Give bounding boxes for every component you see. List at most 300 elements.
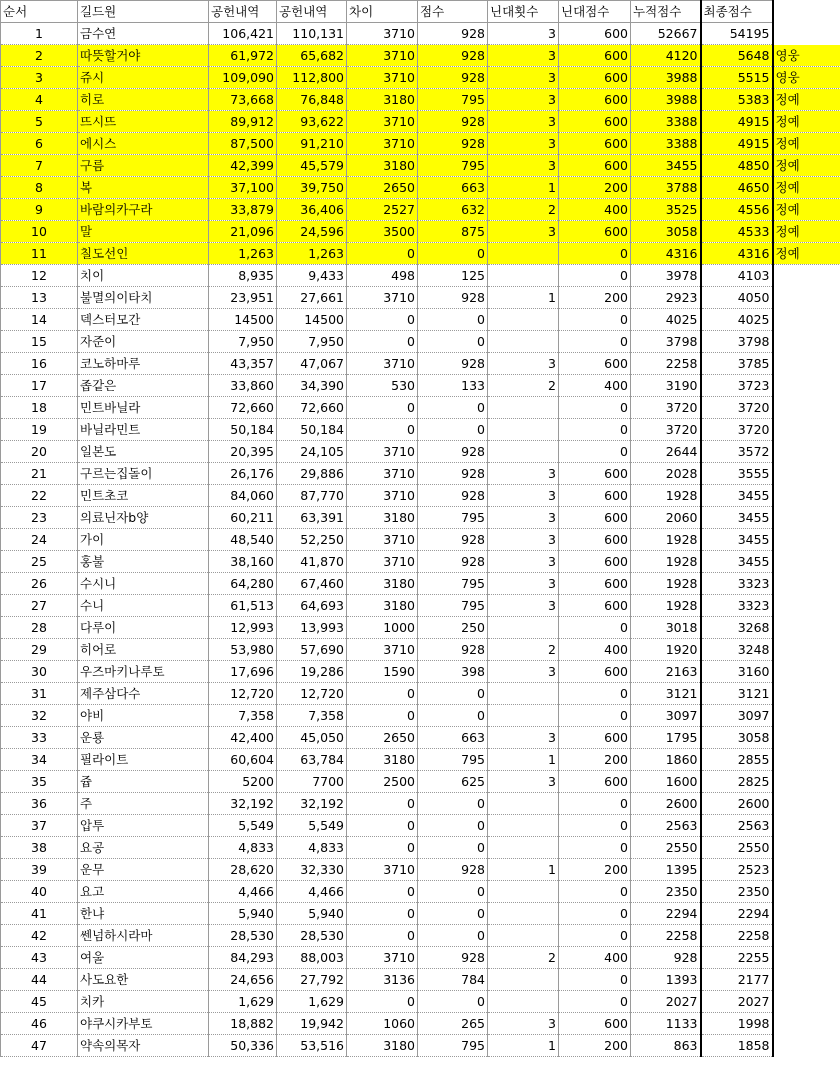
cell-raid-score[interactable]: 600 — [559, 23, 631, 45]
cell-contribution-before[interactable]: 20,395 — [209, 441, 277, 463]
cell-contribution-after[interactable]: 63,784 — [277, 749, 347, 771]
cell-note[interactable] — [773, 287, 840, 309]
cell-cumulative-score[interactable]: 4025 — [631, 309, 701, 331]
cell-raid-score[interactable]: 600 — [559, 353, 631, 375]
cell-order[interactable]: 18 — [1, 397, 78, 419]
cell-final-score[interactable]: 1858 — [701, 1035, 773, 1057]
cell-note[interactable] — [773, 551, 840, 573]
cell-raid-count[interactable]: 3 — [488, 89, 559, 111]
cell-raid-count[interactable] — [488, 243, 559, 265]
cell-final-score[interactable]: 3160 — [701, 661, 773, 683]
cell-difference[interactable]: 3710 — [347, 111, 418, 133]
cell-contribution-after[interactable]: 52,250 — [277, 529, 347, 551]
cell-raid-count[interactable] — [488, 991, 559, 1013]
cell-raid-score[interactable]: 600 — [559, 551, 631, 573]
cell-raid-count[interactable] — [488, 419, 559, 441]
cell-final-score[interactable]: 2600 — [701, 793, 773, 815]
cell-member[interactable]: 약속의목자 — [78, 1035, 209, 1057]
cell-final-score[interactable]: 3572 — [701, 441, 773, 463]
cell-order[interactable]: 22 — [1, 485, 78, 507]
cell-order[interactable]: 38 — [1, 837, 78, 859]
cell-difference[interactable]: 3136 — [347, 969, 418, 991]
cell-final-score[interactable]: 3455 — [701, 485, 773, 507]
cell-raid-count[interactable]: 3 — [488, 1013, 559, 1035]
cell-difference[interactable]: 1590 — [347, 661, 418, 683]
cell-final-score[interactable]: 2825 — [701, 771, 773, 793]
cell-final-score[interactable]: 1998 — [701, 1013, 773, 1035]
cell-raid-count[interactable]: 3 — [488, 551, 559, 573]
cell-contribution-before[interactable]: 4,833 — [209, 837, 277, 859]
cell-score[interactable]: 0 — [418, 705, 488, 727]
cell-member[interactable]: 수시니 — [78, 573, 209, 595]
cell-order[interactable]: 33 — [1, 727, 78, 749]
cell-note[interactable] — [773, 573, 840, 595]
cell-contribution-after[interactable]: 65,682 — [277, 45, 347, 67]
cell-contribution-before[interactable]: 53,980 — [209, 639, 277, 661]
cell-member[interactable]: 사도요한 — [78, 969, 209, 991]
cell-raid-score[interactable]: 0 — [559, 925, 631, 947]
cell-final-score[interactable]: 3720 — [701, 419, 773, 441]
cell-contribution-before[interactable]: 14500 — [209, 309, 277, 331]
cell-score[interactable]: 0 — [418, 903, 488, 925]
cell-raid-score[interactable]: 600 — [559, 133, 631, 155]
cell-cumulative-score[interactable]: 1928 — [631, 595, 701, 617]
cell-raid-count[interactable]: 1 — [488, 749, 559, 771]
cell-member[interactable]: 구르는집돌이 — [78, 463, 209, 485]
cell-score[interactable]: 0 — [418, 331, 488, 353]
cell-order[interactable]: 23 — [1, 507, 78, 529]
cell-member[interactable]: 야쿠시카부토 — [78, 1013, 209, 1035]
cell-order[interactable]: 24 — [1, 529, 78, 551]
cell-difference[interactable]: 0 — [347, 683, 418, 705]
cell-note[interactable] — [773, 419, 840, 441]
header-cell-contribution-before[interactable]: 공헌내역 — [209, 1, 277, 23]
cell-contribution-before[interactable]: 61,972 — [209, 45, 277, 67]
cell-note[interactable] — [773, 793, 840, 815]
cell-score[interactable]: 795 — [418, 749, 488, 771]
cell-score[interactable]: 928 — [418, 485, 488, 507]
cell-contribution-before[interactable]: 60,211 — [209, 507, 277, 529]
cell-order[interactable]: 36 — [1, 793, 78, 815]
cell-contribution-before[interactable]: 4,466 — [209, 881, 277, 903]
cell-cumulative-score[interactable]: 3388 — [631, 133, 701, 155]
cell-raid-count[interactable]: 3 — [488, 463, 559, 485]
cell-note[interactable] — [773, 815, 840, 837]
cell-note[interactable] — [773, 727, 840, 749]
cell-note[interactable] — [773, 925, 840, 947]
cell-raid-score[interactable]: 0 — [559, 331, 631, 353]
cell-contribution-before[interactable]: 23,951 — [209, 287, 277, 309]
cell-cumulative-score[interactable]: 2060 — [631, 507, 701, 529]
cell-score[interactable]: 398 — [418, 661, 488, 683]
cell-order[interactable]: 41 — [1, 903, 78, 925]
cell-difference[interactable]: 3710 — [347, 639, 418, 661]
cell-order[interactable]: 5 — [1, 111, 78, 133]
cell-cumulative-score[interactable]: 3788 — [631, 177, 701, 199]
cell-note[interactable] — [773, 991, 840, 1013]
cell-contribution-before[interactable]: 64,280 — [209, 573, 277, 595]
cell-score[interactable]: 0 — [418, 881, 488, 903]
cell-cumulative-score[interactable]: 3798 — [631, 331, 701, 353]
header-cell-member[interactable]: 길드원 — [78, 1, 209, 23]
cell-contribution-after[interactable]: 91,210 — [277, 133, 347, 155]
cell-contribution-before[interactable]: 61,513 — [209, 595, 277, 617]
cell-note[interactable] — [773, 639, 840, 661]
cell-raid-count[interactable]: 3 — [488, 67, 559, 89]
cell-raid-count[interactable] — [488, 903, 559, 925]
cell-order[interactable]: 16 — [1, 353, 78, 375]
cell-raid-count[interactable] — [488, 881, 559, 903]
cell-member[interactable]: 주 — [78, 793, 209, 815]
cell-raid-score[interactable]: 0 — [559, 705, 631, 727]
cell-raid-count[interactable]: 3 — [488, 595, 559, 617]
cell-final-score[interactable]: 3785 — [701, 353, 773, 375]
cell-contribution-after[interactable]: 19,942 — [277, 1013, 347, 1035]
cell-score[interactable]: 928 — [418, 859, 488, 881]
cell-contribution-after[interactable]: 1,263 — [277, 243, 347, 265]
cell-order[interactable]: 39 — [1, 859, 78, 881]
cell-contribution-before[interactable]: 17,696 — [209, 661, 277, 683]
cell-member[interactable]: 치카 — [78, 991, 209, 1013]
cell-contribution-after[interactable]: 76,848 — [277, 89, 347, 111]
cell-order[interactable]: 1 — [1, 23, 78, 45]
cell-final-score[interactable]: 4533 — [701, 221, 773, 243]
cell-difference[interactable]: 3180 — [347, 507, 418, 529]
cell-contribution-before[interactable]: 12,993 — [209, 617, 277, 639]
cell-cumulative-score[interactable]: 1920 — [631, 639, 701, 661]
cell-raid-count[interactable]: 3 — [488, 573, 559, 595]
cell-cumulative-score[interactable]: 1928 — [631, 573, 701, 595]
cell-raid-score[interactable]: 200 — [559, 859, 631, 881]
cell-contribution-after[interactable]: 112,800 — [277, 67, 347, 89]
cell-order[interactable]: 45 — [1, 991, 78, 1013]
cell-final-score[interactable]: 4915 — [701, 111, 773, 133]
cell-raid-count[interactable] — [488, 815, 559, 837]
cell-difference[interactable]: 2650 — [347, 177, 418, 199]
cell-note[interactable]: 정예 — [773, 199, 840, 221]
cell-order[interactable]: 29 — [1, 639, 78, 661]
cell-difference[interactable]: 3710 — [347, 441, 418, 463]
cell-note[interactable] — [773, 397, 840, 419]
cell-difference[interactable]: 3710 — [347, 485, 418, 507]
cell-contribution-after[interactable]: 34,390 — [277, 375, 347, 397]
cell-contribution-before[interactable]: 43,357 — [209, 353, 277, 375]
cell-cumulative-score[interactable]: 1393 — [631, 969, 701, 991]
cell-member[interactable]: 한냐 — [78, 903, 209, 925]
cell-note[interactable] — [773, 969, 840, 991]
cell-score[interactable]: 663 — [418, 727, 488, 749]
cell-raid-score[interactable]: 600 — [559, 529, 631, 551]
cell-contribution-before[interactable]: 1,263 — [209, 243, 277, 265]
header-cell-final-score[interactable]: 최종점수 — [701, 1, 773, 23]
cell-cumulative-score[interactable]: 1928 — [631, 551, 701, 573]
cell-score[interactable]: 0 — [418, 815, 488, 837]
cell-contribution-after[interactable]: 63,391 — [277, 507, 347, 529]
cell-member[interactable]: 운무 — [78, 859, 209, 881]
cell-score[interactable]: 795 — [418, 595, 488, 617]
cell-contribution-after[interactable]: 57,690 — [277, 639, 347, 661]
cell-contribution-after[interactable]: 5,940 — [277, 903, 347, 925]
cell-member[interactable]: 수니 — [78, 595, 209, 617]
cell-contribution-after[interactable]: 24,105 — [277, 441, 347, 463]
cell-note[interactable] — [773, 463, 840, 485]
cell-score[interactable]: 928 — [418, 133, 488, 155]
header-cell-difference[interactable]: 차이 — [347, 1, 418, 23]
cell-final-score[interactable]: 2855 — [701, 749, 773, 771]
cell-cumulative-score[interactable]: 2027 — [631, 991, 701, 1013]
cell-difference[interactable]: 1000 — [347, 617, 418, 639]
cell-contribution-before[interactable]: 42,400 — [209, 727, 277, 749]
cell-contribution-after[interactable]: 7700 — [277, 771, 347, 793]
cell-note[interactable] — [773, 749, 840, 771]
cell-final-score[interactable]: 4915 — [701, 133, 773, 155]
cell-cumulative-score[interactable]: 3121 — [631, 683, 701, 705]
cell-difference[interactable]: 3710 — [347, 551, 418, 573]
cell-cumulative-score[interactable]: 3455 — [631, 155, 701, 177]
cell-difference[interactable]: 3180 — [347, 595, 418, 617]
cell-difference[interactable]: 2500 — [347, 771, 418, 793]
cell-difference[interactable]: 3710 — [347, 67, 418, 89]
cell-score[interactable]: 928 — [418, 45, 488, 67]
cell-score[interactable]: 0 — [418, 837, 488, 859]
cell-contribution-after[interactable]: 32,330 — [277, 859, 347, 881]
cell-score[interactable]: 0 — [418, 793, 488, 815]
cell-raid-score[interactable]: 200 — [559, 177, 631, 199]
header-cell-raid-count[interactable]: 닌대횟수 — [488, 1, 559, 23]
cell-order[interactable]: 15 — [1, 331, 78, 353]
cell-raid-score[interactable]: 400 — [559, 639, 631, 661]
cell-order[interactable]: 47 — [1, 1035, 78, 1057]
cell-note[interactable]: 정예 — [773, 155, 840, 177]
cell-raid-score[interactable]: 600 — [559, 595, 631, 617]
cell-contribution-after[interactable]: 32,192 — [277, 793, 347, 815]
cell-contribution-before[interactable]: 87,500 — [209, 133, 277, 155]
cell-difference[interactable]: 498 — [347, 265, 418, 287]
cell-contribution-after[interactable]: 1,629 — [277, 991, 347, 1013]
cell-member[interactable]: 여울 — [78, 947, 209, 969]
cell-member[interactable]: 말 — [78, 221, 209, 243]
cell-score[interactable]: 0 — [418, 309, 488, 331]
cell-difference[interactable]: 3180 — [347, 749, 418, 771]
cell-final-score[interactable]: 4556 — [701, 199, 773, 221]
cell-score[interactable]: 133 — [418, 375, 488, 397]
cell-final-score[interactable]: 3097 — [701, 705, 773, 727]
cell-note[interactable] — [773, 375, 840, 397]
cell-contribution-before[interactable]: 48,540 — [209, 529, 277, 551]
cell-score[interactable]: 625 — [418, 771, 488, 793]
cell-contribution-before[interactable]: 106,421 — [209, 23, 277, 45]
cell-note[interactable] — [773, 1013, 840, 1035]
cell-raid-score[interactable]: 400 — [559, 375, 631, 397]
cell-score[interactable]: 784 — [418, 969, 488, 991]
cell-difference[interactable]: 3180 — [347, 573, 418, 595]
cell-raid-score[interactable]: 600 — [559, 1013, 631, 1035]
cell-note[interactable] — [773, 617, 840, 639]
cell-cumulative-score[interactable]: 2028 — [631, 463, 701, 485]
cell-member[interactable]: 쎈넘하시라마 — [78, 925, 209, 947]
cell-cumulative-score[interactable]: 4316 — [631, 243, 701, 265]
cell-member[interactable]: 의료닌자b양 — [78, 507, 209, 529]
cell-score[interactable]: 0 — [418, 991, 488, 1013]
cell-cumulative-score[interactable]: 1928 — [631, 529, 701, 551]
cell-raid-score[interactable]: 0 — [559, 815, 631, 837]
cell-contribution-after[interactable]: 4,466 — [277, 881, 347, 903]
cell-raid-count[interactable]: 1 — [488, 177, 559, 199]
cell-raid-count[interactable]: 3 — [488, 353, 559, 375]
cell-raid-count[interactable] — [488, 925, 559, 947]
cell-contribution-before[interactable]: 7,950 — [209, 331, 277, 353]
cell-contribution-before[interactable]: 73,668 — [209, 89, 277, 111]
cell-difference[interactable]: 0 — [347, 991, 418, 1013]
cell-contribution-after[interactable]: 29,886 — [277, 463, 347, 485]
cell-final-score[interactable]: 2027 — [701, 991, 773, 1013]
cell-difference[interactable]: 0 — [347, 331, 418, 353]
cell-final-score[interactable]: 3248 — [701, 639, 773, 661]
cell-raid-score[interactable]: 0 — [559, 683, 631, 705]
cell-contribution-before[interactable]: 8,935 — [209, 265, 277, 287]
cell-contribution-before[interactable]: 1,629 — [209, 991, 277, 1013]
cell-score[interactable]: 0 — [418, 397, 488, 419]
cell-cumulative-score[interactable]: 2644 — [631, 441, 701, 463]
cell-member[interactable]: 일본도 — [78, 441, 209, 463]
cell-contribution-after[interactable]: 12,720 — [277, 683, 347, 705]
cell-member[interactable]: 다루이 — [78, 617, 209, 639]
cell-raid-count[interactable]: 2 — [488, 639, 559, 661]
cell-raid-score[interactable]: 0 — [559, 397, 631, 419]
cell-member[interactable]: 뜨시뜨 — [78, 111, 209, 133]
cell-order[interactable]: 10 — [1, 221, 78, 243]
cell-order[interactable]: 9 — [1, 199, 78, 221]
cell-final-score[interactable]: 3723 — [701, 375, 773, 397]
cell-member[interactable]: 요공 — [78, 837, 209, 859]
cell-raid-score[interactable]: 600 — [559, 771, 631, 793]
cell-raid-count[interactable]: 3 — [488, 133, 559, 155]
cell-difference[interactable]: 3500 — [347, 221, 418, 243]
cell-raid-score[interactable]: 0 — [559, 837, 631, 859]
cell-raid-count[interactable]: 3 — [488, 155, 559, 177]
cell-order[interactable]: 27 — [1, 595, 78, 617]
cell-member[interactable]: 필라이트 — [78, 749, 209, 771]
cell-contribution-before[interactable]: 89,912 — [209, 111, 277, 133]
cell-note[interactable] — [773, 331, 840, 353]
cell-order[interactable]: 20 — [1, 441, 78, 463]
cell-difference[interactable]: 0 — [347, 309, 418, 331]
cell-raid-score[interactable]: 0 — [559, 903, 631, 925]
cell-raid-score[interactable]: 600 — [559, 727, 631, 749]
cell-raid-score[interactable]: 0 — [559, 419, 631, 441]
cell-final-score[interactable]: 5515 — [701, 67, 773, 89]
cell-raid-count[interactable]: 3 — [488, 529, 559, 551]
cell-note[interactable]: 정예 — [773, 243, 840, 265]
cell-member[interactable]: 치이 — [78, 265, 209, 287]
cell-score[interactable]: 928 — [418, 947, 488, 969]
cell-cumulative-score[interactable]: 3988 — [631, 89, 701, 111]
cell-order[interactable]: 7 — [1, 155, 78, 177]
cell-cumulative-score[interactable]: 3190 — [631, 375, 701, 397]
cell-contribution-before[interactable]: 28,620 — [209, 859, 277, 881]
cell-cumulative-score[interactable]: 3720 — [631, 419, 701, 441]
cell-final-score[interactable]: 3455 — [701, 529, 773, 551]
cell-final-score[interactable]: 3455 — [701, 551, 773, 573]
cell-member[interactable]: 바람의카구라 — [78, 199, 209, 221]
cell-member[interactable]: 민트초코 — [78, 485, 209, 507]
cell-order[interactable]: 2 — [1, 45, 78, 67]
cell-member[interactable]: 민트바닐라 — [78, 397, 209, 419]
cell-score[interactable]: 795 — [418, 1035, 488, 1057]
cell-member[interactable]: 코노하마루 — [78, 353, 209, 375]
cell-contribution-after[interactable]: 64,693 — [277, 595, 347, 617]
cell-cumulative-score[interactable]: 1860 — [631, 749, 701, 771]
cell-member[interactable]: 바닐라민트 — [78, 419, 209, 441]
cell-cumulative-score[interactable]: 3525 — [631, 199, 701, 221]
cell-difference[interactable]: 3710 — [347, 287, 418, 309]
cell-contribution-before[interactable]: 60,604 — [209, 749, 277, 771]
cell-raid-count[interactable] — [488, 969, 559, 991]
cell-score[interactable]: 928 — [418, 23, 488, 45]
cell-score[interactable]: 795 — [418, 155, 488, 177]
cell-difference[interactable]: 2650 — [347, 727, 418, 749]
cell-contribution-after[interactable]: 7,950 — [277, 331, 347, 353]
cell-difference[interactable]: 3180 — [347, 1035, 418, 1057]
cell-final-score[interactable]: 3455 — [701, 507, 773, 529]
cell-raid-count[interactable] — [488, 441, 559, 463]
cell-cumulative-score[interactable]: 2550 — [631, 837, 701, 859]
header-cell-score[interactable]: 점수 — [418, 1, 488, 23]
cell-order[interactable]: 34 — [1, 749, 78, 771]
cell-note[interactable]: 정예 — [773, 133, 840, 155]
cell-order[interactable]: 19 — [1, 419, 78, 441]
cell-cumulative-score[interactable]: 3978 — [631, 265, 701, 287]
cell-final-score[interactable]: 2350 — [701, 881, 773, 903]
cell-contribution-before[interactable]: 33,860 — [209, 375, 277, 397]
cell-difference[interactable]: 0 — [347, 881, 418, 903]
cell-note[interactable] — [773, 771, 840, 793]
cell-difference[interactable]: 3710 — [347, 353, 418, 375]
cell-contribution-before[interactable]: 72,660 — [209, 397, 277, 419]
cell-order[interactable]: 26 — [1, 573, 78, 595]
cell-order[interactable]: 40 — [1, 881, 78, 903]
cell-final-score[interactable]: 4025 — [701, 309, 773, 331]
cell-raid-count[interactable] — [488, 309, 559, 331]
cell-note[interactable]: 정예 — [773, 111, 840, 133]
cell-note[interactable] — [773, 837, 840, 859]
cell-note[interactable] — [773, 441, 840, 463]
cell-raid-score[interactable]: 200 — [559, 749, 631, 771]
cell-raid-count[interactable] — [488, 265, 559, 287]
cell-raid-score[interactable]: 0 — [559, 793, 631, 815]
cell-cumulative-score[interactable]: 3720 — [631, 397, 701, 419]
cell-raid-score[interactable]: 600 — [559, 661, 631, 683]
cell-note[interactable] — [773, 353, 840, 375]
cell-contribution-before[interactable]: 38,160 — [209, 551, 277, 573]
cell-note[interactable] — [773, 309, 840, 331]
cell-difference[interactable]: 0 — [347, 815, 418, 837]
cell-note[interactable] — [773, 661, 840, 683]
cell-score[interactable]: 0 — [418, 243, 488, 265]
cell-raid-score[interactable]: 200 — [559, 1035, 631, 1057]
cell-raid-count[interactable]: 3 — [488, 771, 559, 793]
cell-order[interactable]: 3 — [1, 67, 78, 89]
cell-raid-count[interactable]: 1 — [488, 859, 559, 881]
cell-note[interactable]: 정예 — [773, 89, 840, 111]
cell-member[interactable]: 따뜻할거야 — [78, 45, 209, 67]
cell-cumulative-score[interactable]: 2258 — [631, 353, 701, 375]
cell-contribution-before[interactable]: 50,336 — [209, 1035, 277, 1057]
cell-score[interactable]: 0 — [418, 925, 488, 947]
cell-difference[interactable]: 3710 — [347, 947, 418, 969]
cell-contribution-after[interactable]: 45,050 — [277, 727, 347, 749]
cell-contribution-after[interactable]: 110,131 — [277, 23, 347, 45]
